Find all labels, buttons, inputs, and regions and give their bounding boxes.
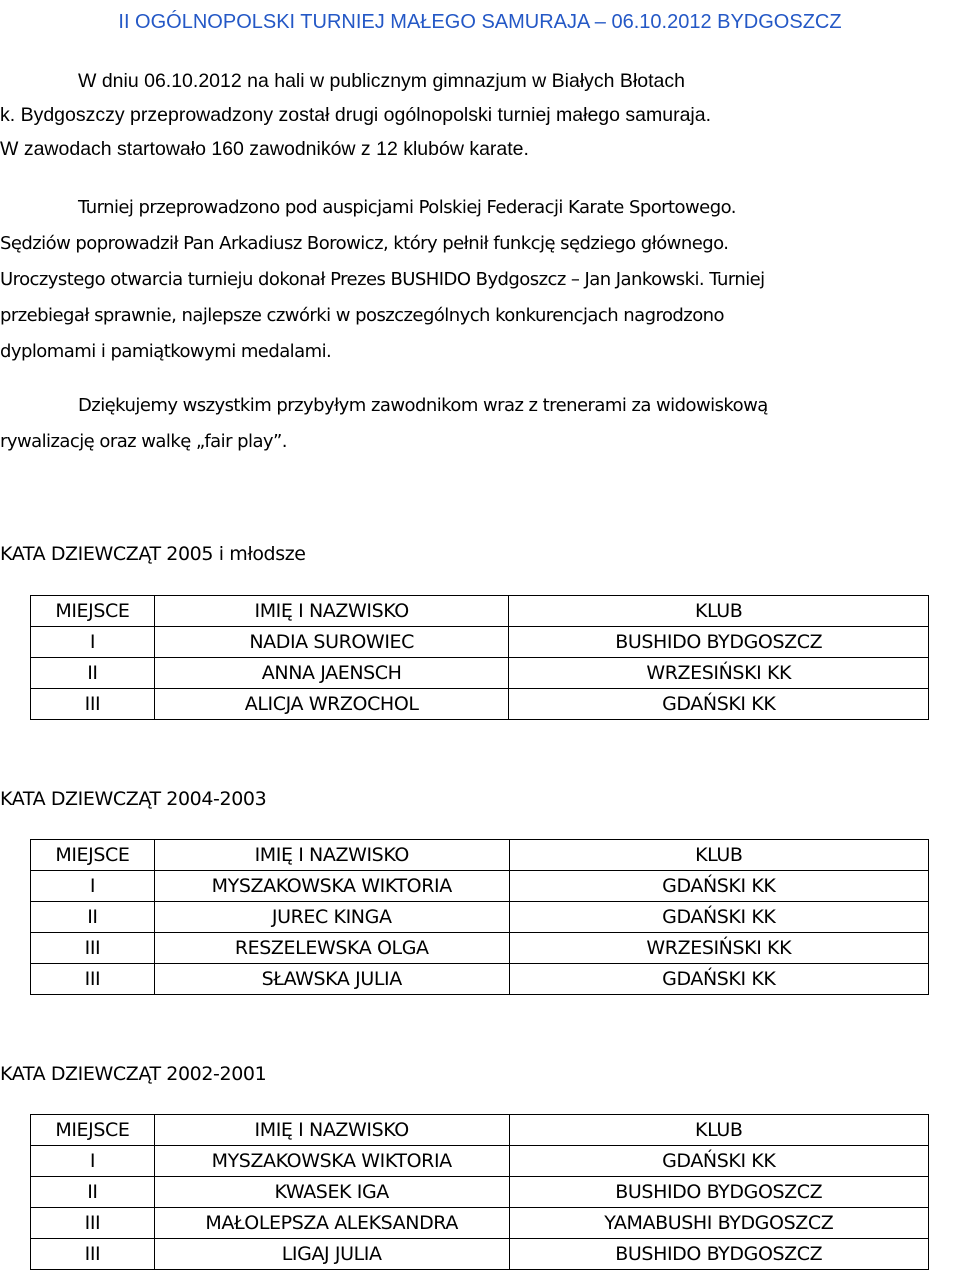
cell-name: SŁAWSKA JULIA <box>154 964 509 995</box>
cell-place: III <box>31 1239 155 1270</box>
cell-name: RESZELEWSKA OLGA <box>154 933 509 964</box>
cell-club: WRZESIŃSKI KK <box>509 658 929 689</box>
cell-club: GDAŃSKI KK <box>509 871 928 902</box>
page-title: II OGÓLNOPOLSKI TURNIEJ MAŁEGO SAMURAJA – 06.10.2012 BYDGOSZCZ <box>118 11 842 33</box>
results-table <box>30 1114 929 1270</box>
cell-name: ANNA JAENSCH <box>154 658 509 689</box>
cell-club: YAMABUSHI BYDGOSZCZ <box>509 1208 928 1239</box>
cell-place: II <box>31 658 155 689</box>
paragraph-organization <box>0 190 960 370</box>
cell-place: I <box>31 871 155 902</box>
paragraph-line: rywalizację oraz walkę „fair play”. <box>0 431 287 452</box>
table-row <box>31 627 929 658</box>
intro-line: k. Bydgoszczy przeprowadzony został drugi ogólnopolski turniej małego samuraja. <box>0 104 712 126</box>
paragraph-line: Dziękujemy wszystkim przybyłym zawodnikom wraz z trenerami za widowiskową <box>78 395 768 416</box>
paragraph-line: Sędziów poprowadził Pan Arkadiusz Borowicz, który pełnił funkcję sędziego głównego. <box>0 233 729 254</box>
paragraph-thanks <box>0 388 960 460</box>
section-title: KATA DZIEWCZĄT 2004-2003 <box>0 788 267 810</box>
header-place: MIEJSCE <box>31 1115 155 1146</box>
cell-place: II <box>31 902 155 933</box>
header-place: MIEJSCE <box>31 840 155 871</box>
header-club: KLUB <box>509 596 929 627</box>
cell-name: MYSZAKOWSKA WIKTORIA <box>154 1146 509 1177</box>
paragraph-line: przebiegał sprawnie, najlepsze czwórki w poszczególnych konkurencjach nagrodzono <box>0 305 724 326</box>
header-place: MIEJSCE <box>31 596 155 627</box>
intro-paragraph <box>0 64 958 166</box>
cell-name: KWASEK IGA <box>154 1177 509 1208</box>
paragraph-line: Turniej przeprowadzono pod auspicjami Polskiej Federacji Karate Sportowego. <box>78 197 736 218</box>
table-header-row <box>31 840 929 871</box>
cell-club: BUSHIDO BYDGOSZCZ <box>509 1239 928 1270</box>
cell-name: MAŁOLEPSZA ALEKSANDRA <box>154 1208 509 1239</box>
paragraph-line: Uroczystego otwarcia turnieju dokonał Prezes BUSHIDO Bydgoszcz – Jan Jankowski. Turniej <box>0 269 765 290</box>
table-row <box>31 658 929 689</box>
cell-place: I <box>31 1146 155 1177</box>
header-club: KLUB <box>509 840 928 871</box>
table-row <box>31 1146 929 1177</box>
cell-club: BUSHIDO BYDGOSZCZ <box>509 1177 928 1208</box>
intro-line: W zawodach startowało 160 zawodników z 12 klubów karate. <box>0 138 529 160</box>
cell-club: BUSHIDO BYDGOSZCZ <box>509 627 929 658</box>
cell-club: GDAŃSKI KK <box>509 902 928 933</box>
header-club: KLUB <box>509 1115 928 1146</box>
table-row <box>31 871 929 902</box>
cell-place: III <box>31 964 155 995</box>
table-row <box>31 933 929 964</box>
cell-name: LIGAJ JULIA <box>154 1239 509 1270</box>
cell-club: GDAŃSKI KK <box>509 964 928 995</box>
paragraph-line: dyplomami i pamiątkowymi medalami. <box>0 341 332 362</box>
table-row <box>31 1177 929 1208</box>
table-row <box>31 1208 929 1239</box>
results-table <box>30 839 929 995</box>
table-row <box>31 902 929 933</box>
table-row <box>31 1239 929 1270</box>
table-row <box>31 964 929 995</box>
cell-name: NADIA SUROWIEC <box>154 627 509 658</box>
cell-club: WRZESIŃSKI KK <box>509 933 928 964</box>
cell-name: JUREC KINGA <box>154 902 509 933</box>
cell-place: III <box>31 689 155 720</box>
header-name: IMIĘ I NAZWISKO <box>154 1115 509 1146</box>
cell-club: GDAŃSKI KK <box>509 689 929 720</box>
header-name: IMIĘ I NAZWISKO <box>154 840 509 871</box>
cell-club: GDAŃSKI KK <box>509 1146 928 1177</box>
table-header-row <box>31 596 929 627</box>
section-title: KATA DZIEWCZĄT 2002-2001 <box>0 1063 267 1085</box>
cell-name: MYSZAKOWSKA WIKTORIA <box>154 871 509 902</box>
cell-place: III <box>31 1208 155 1239</box>
intro-line: W dniu 06.10.2012 na hali w publicznym gimnazjum w Białych Błotach <box>78 70 685 92</box>
header-name: IMIĘ I NAZWISKO <box>154 596 509 627</box>
cell-name: ALICJA WRZOCHOL <box>154 689 509 720</box>
cell-place: I <box>31 627 155 658</box>
section-title: KATA DZIEWCZĄT 2005 i młodsze <box>0 543 306 565</box>
table-header-row <box>31 1115 929 1146</box>
cell-place: II <box>31 1177 155 1208</box>
table-row <box>31 689 929 720</box>
cell-place: III <box>31 933 155 964</box>
results-table <box>30 595 929 720</box>
